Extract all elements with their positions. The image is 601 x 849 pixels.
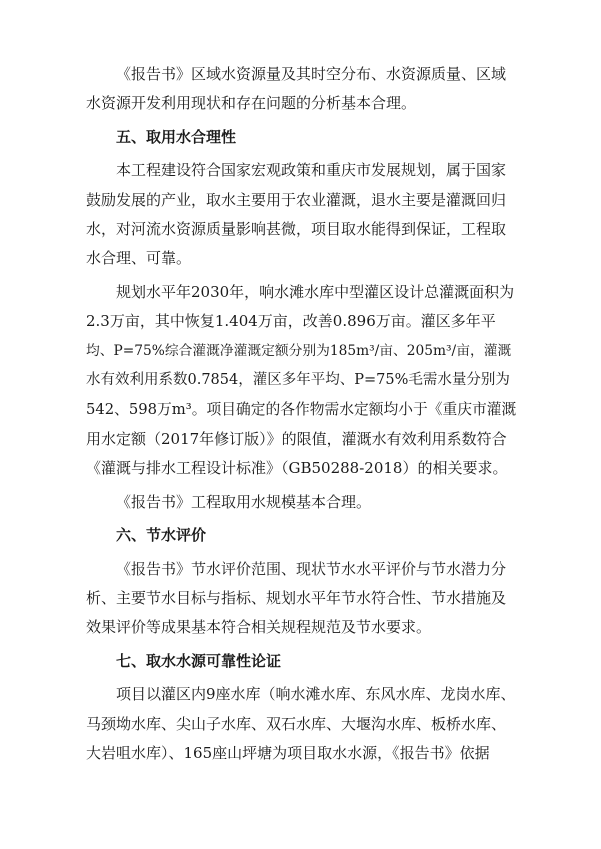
text-line: 项目以灌区内9座水库（响水滩水库、东风水库、龙岗水库、 <box>116 685 516 704</box>
paragraph <box>86 60 516 119</box>
text-line: 析、主要节水目标与指标、规划水平年节水符合性、节水措施及 <box>86 588 507 607</box>
paragraph <box>86 488 516 517</box>
section-heading: 五、取用水合理性 <box>116 127 237 146</box>
text-line: 鼓励发展的产业，取水主要用于农业灌溉，退水主要是灌溉回归 <box>86 190 507 209</box>
text-line: 《报告书》工程取用水规模基本合理。 <box>116 492 372 511</box>
text-line: 水有效利用系数0.7854，灌区多年平均、P=75%毛需水量分别为 <box>86 372 510 389</box>
text-line: 水资源开发利用现状和存在问题的分析基本合理。 <box>86 94 417 113</box>
text-line: 《报告书》区域水资源量及其时空分布、水资源质量、区域 <box>116 65 507 83</box>
text-line: 《报告书》节水评价范围、现状节水水平评价与节水潜力分 <box>116 559 507 578</box>
section-heading: 六、节水评价 <box>116 526 207 545</box>
text-line: 《灌溉与排水工程设计标准》（GB50288-2018）的相关要求。 <box>86 459 508 478</box>
section-heading: 七、取水水源可靠性论证 <box>116 651 282 670</box>
paragraph <box>86 680 516 768</box>
text-line: 542、598万m³。项目确定的各作物需水定额均小于《重庆市灌溉 <box>86 401 517 419</box>
text-line: 用水定额（2017年修订版）》的限值，灌溉水有效利用系数符合 <box>86 429 507 448</box>
paragraph <box>86 156 516 274</box>
text-line: 均、P=75%综合灌溉净灌溉定额分别为185m³/亩、205m³/亩，灌溉 <box>86 342 512 359</box>
text-line: 本工程建设符合国家宏观政策和重庆市发展规划，属于国家 <box>116 161 507 180</box>
text-line: 水合理、可靠。 <box>86 249 192 268</box>
text-line: 2.3万亩，其中恢复1.404万亩，改善0.896万亩。灌区多年平 <box>86 312 496 331</box>
document-body <box>86 60 516 772</box>
text-line: 规划水平年2030年，响水滩水库中型灌区设计总灌溉面积为 <box>116 282 515 301</box>
paragraph <box>86 278 516 484</box>
text-line: 效果评价等成果基本符合相关规程规范及节水要求。 <box>86 618 432 637</box>
text-line: 水，对河流水资源质量影响甚微，项目取水能得到保证，工程取 <box>86 220 507 239</box>
paragraph <box>86 555 516 643</box>
text-line: 大岩咀水库）、165座山坪塘为项目取水水源，《报告书》依据 <box>86 743 490 762</box>
text-line: 马颈坳水库、尖山子水库、双石水库、大堰沟水库、板桥水库、 <box>86 714 507 733</box>
